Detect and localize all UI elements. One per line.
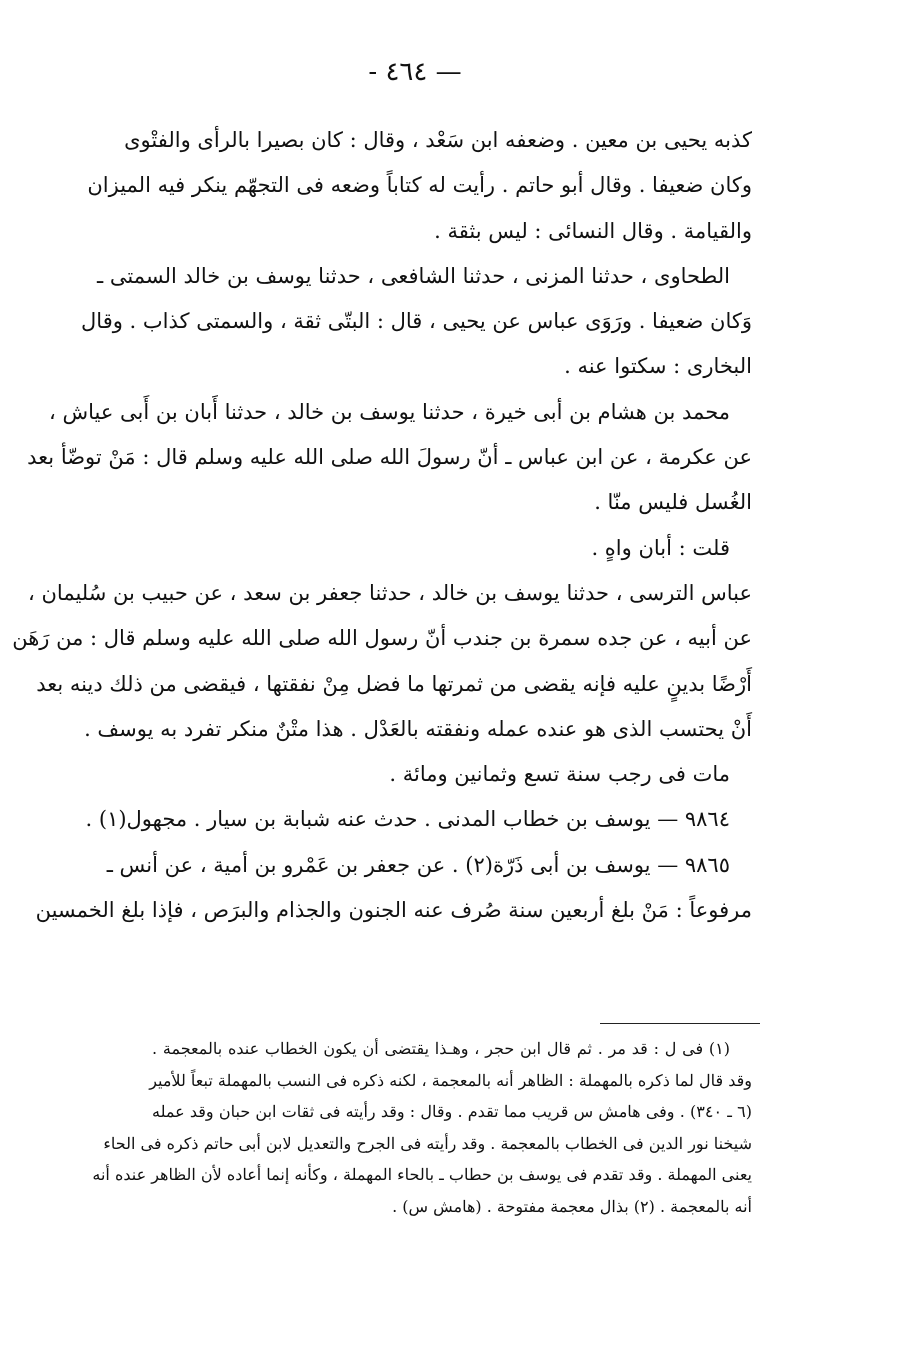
footnote-line: (١) فى ل : قد مر . ثم قال ابن حجر ، وهـذا يقتضى أن يكون الخطاب عنده بالمعجمة . bbox=[152, 1039, 730, 1058]
entry-heading: ٩٨٦٥ — يوسف بن أبى ذَرّة(٢) . عن جعفر بن عَمْرو بن أمية ، عن أنس ـ bbox=[106, 852, 730, 877]
text-line: الطحاوى ، حدثنا المزنى ، حدثنا الشافعى ، حدثنا يوسف بن خالد السمتى ـ bbox=[97, 263, 730, 288]
text-line: مرفوعاً : مَنْ بلغ أربعين سنة صُرف عنه الجنون والجذام والبرَص ، فإذا بلغ الخمسين bbox=[35, 898, 752, 923]
text-line: البخارى : سكتوا عنه . bbox=[564, 354, 752, 379]
entry-heading: ٩٨٦٤ — يوسف بن خطاب المدنى . حدث عنه شبابة بن سيار . مجهول(١) . bbox=[85, 807, 730, 832]
text-line: عباس الترسى ، حدثنا يوسف بن خالد ، حدثنا جعفر بن سعد ، عن حبيب بن سُليمان ، bbox=[28, 580, 752, 605]
footnote-line: (٦ ـ ٣٤٠) . وفى هامش س قريب مما تقدم . وقال : وقد رأيته فى ثقات ابن حبان وقد عمله bbox=[152, 1102, 753, 1122]
text-line: عن عكرمة ، عن ابن عباس ـ أنّ رسولَ الله صلى الله عليه وسلم قال : مَنْ توضّأ بعد bbox=[27, 445, 752, 470]
text-line: وَكان ضعيفا . ورَوَى عباس عن يحيى ، قال : البتّى ثقة ، والسمتى كذاب . وقال bbox=[81, 309, 752, 334]
text-line: أَرْضًا بدينٍ عليه فإنه يقضى من ثمرتها ما فضل مِنْ نفقتها ، فيقضى من ذلك دينه بعد bbox=[36, 671, 752, 696]
page-number: — ٤٦٤ - bbox=[368, 57, 462, 87]
text-line: عن أبيه ، عن جده سمرة بن جندب أنّ رسول الله صلى الله عليه وسلم قال : من رَهَن bbox=[12, 626, 752, 651]
text-line: والقيامة . وقال النسائى : ليس بثقة . bbox=[434, 218, 752, 243]
text-line: وكان ضعيفا . وقال أبو حاتم . رأيت له كتاباً وضعه فى التجهّم ينكر فيه الميزان bbox=[87, 173, 752, 198]
text-line: قلت : أبان واهٍ . bbox=[591, 535, 730, 560]
main-text bbox=[12, 118, 752, 933]
footnote-divider bbox=[600, 1023, 760, 1024]
footnotes bbox=[92, 1033, 753, 1223]
footnote-line: أنه بالمعجمة . (٢) بذال معجمة مفتوحة . (هامش س) . bbox=[392, 1196, 752, 1216]
footnote-line: شيخنا نور الدين فى الخطاب بالمعجمة . وقد رأيته فى الجرح والتعديل لابن أبى حاتم ذكره فى الحاء bbox=[103, 1133, 752, 1153]
text-line: الغُسل فليس منّا . bbox=[594, 490, 752, 515]
text-line: محمد بن هشام بن أبى خيرة ، حدثنا يوسف بن خالد ، حدثنا أَبان بن أَبى عياش ، bbox=[49, 399, 730, 424]
text-line: أَنْ يحتسب الذى هو عنده عمله ونفقته بالعَدْل . هذا متْنٌ منكر تفرد به يوسف . bbox=[84, 716, 752, 741]
text-line: مات فى رجب سنة تسع وثمانين ومائة . bbox=[389, 762, 730, 787]
footnote-line: وقد قال لما ذكره بالمهملة : الظاهر أنه بالمعجمة ، لكنه ذكره فى النسب بالمهملة تبعاً للأمير bbox=[149, 1070, 752, 1090]
text-line: كذبه يحيى بن معين . وضعفه ابن سَعْد ، وقال : كان بصيرا بالرأى والفتْوى bbox=[124, 128, 752, 152]
footnote-line: يعنى المهملة . وقد تقدم فى يوسف بن حطاب ـ بالحاء المهملة ، وكأنه إنما أعاده لأن الظاهر عنده أنه bbox=[92, 1165, 752, 1185]
